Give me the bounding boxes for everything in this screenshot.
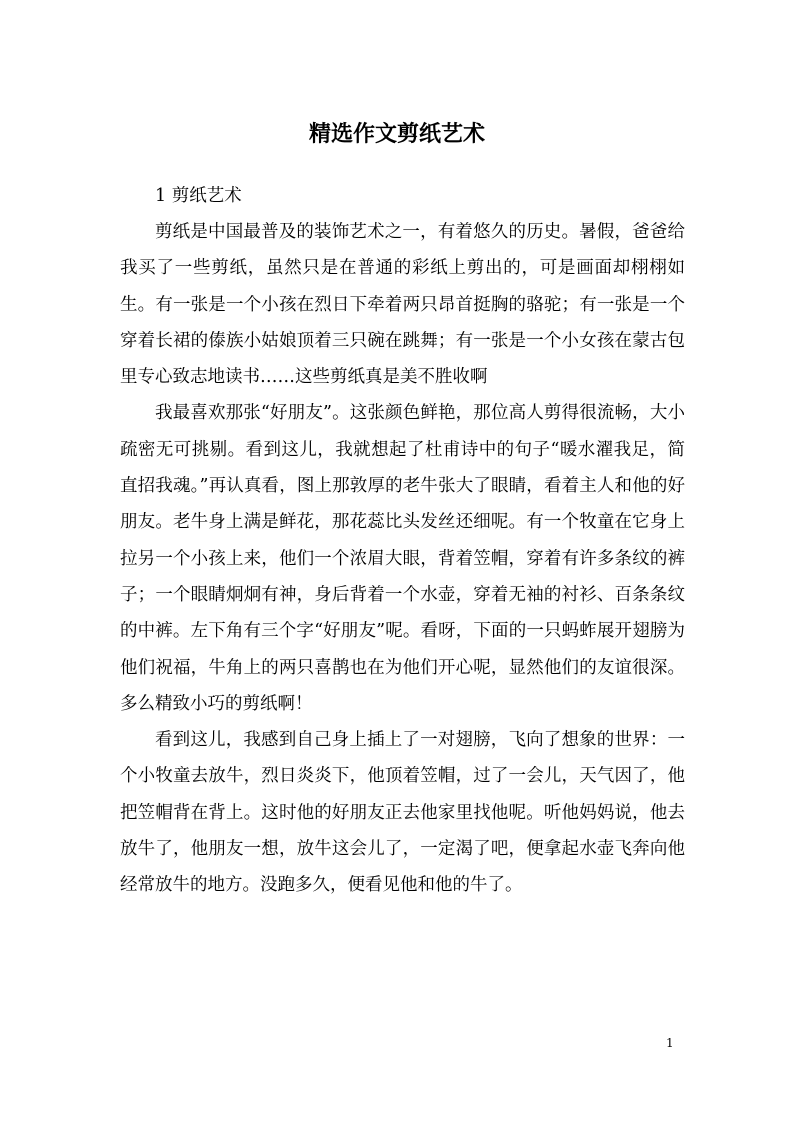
document-body	[120, 178, 685, 904]
paragraph-3: 看到这儿，我感到自己身上插上了一对翅膀，飞向了想象的世界：一个小牧童去放牛，烈日炎炎下，他顶着笠帽，过了一会儿，天气因了，他把笠帽背在背上。这时他的好朋友正去他家里找他呢。听他妈妈说，他去放牛了，他朋友一想，放牛这会儿了，一定渴了吧，便拿起水壶飞奔向他经常放牛的地方。没跑多久，便看见他和他的牛了。	[120, 730, 685, 896]
page-number: 1	[666, 1036, 674, 1050]
section-heading: 1 剪纸艺术	[155, 186, 242, 206]
paragraph-2: 我最喜欢那张“好朋友”。这张颜色鲜艳，那位高人剪得很流畅，大小疏密无可挑剔。看到这儿，我就想起了杜甫诗中的句子“暖水濯我足，简直招我魂。”再认真看，图上那敦厚的老牛张大了眼睛，看着主人和他的好朋友。老牛身上满是鲜花，那花蕊比头发丝还细呢。有一个牧童在它身上拉另一个小孩上来，他们一个浓眉大眼，背着笠帽，穿着有许多条纹的裤子；一个眼睛炯炯有神，身后背着一个水壶，穿着无袖的衬衫、百条条纹的中裤。左下角有三个字“好朋友”呢。看呀，下面的一只蚂蚱展开翅膀为他们祝福，牛角上的两只喜鹊也在为他们开心呢，显然他们的友谊很深。多么精致小巧的剪纸啊！	[120, 403, 685, 714]
paragraph-1: 剪纸是中国最普及的装饰艺术之一，有着悠久的历史。暑假，爸爸给我买了一些剪纸，虽然只是在普通的彩纸上剪出的，可是画面却栩栩如生。有一张是一个小孩在烈日下牵着两只昂首挺胸的骆驼；有一张是一个穿着长裙的傣族小姑娘顶着三只碗在跳舞；有一张是一个小女孩在蒙古包里专心致志地读书……这些剪纸真是美不胜收啊	[120, 222, 685, 388]
document-title: 精选作文剪纸艺术	[308, 121, 485, 147]
